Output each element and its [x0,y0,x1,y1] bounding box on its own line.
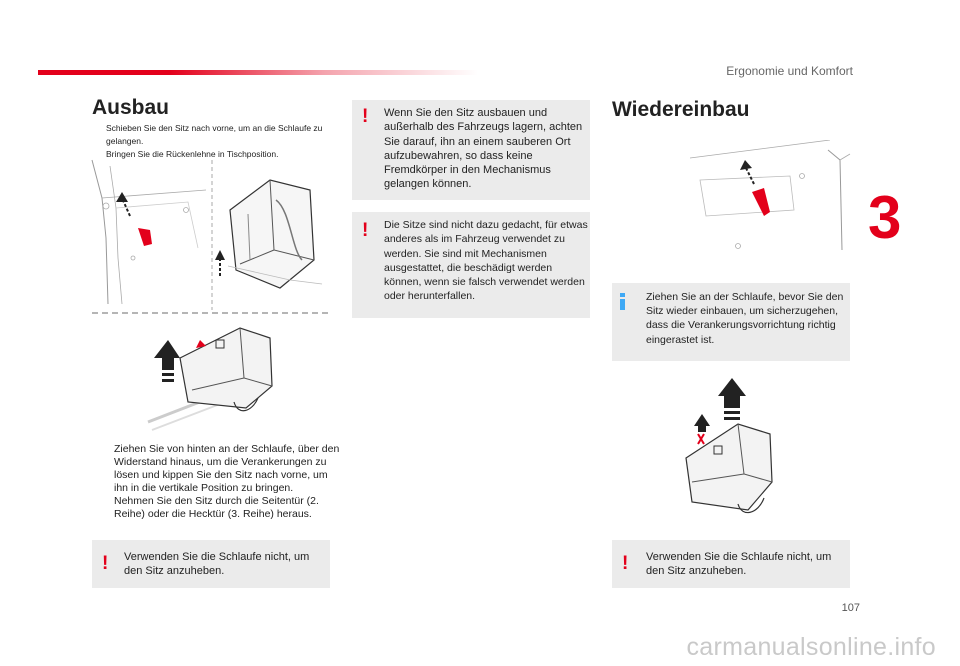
info-text: Ziehen Sie an der Schlaufe, bevor Sie den Sitz wieder einbauen, um sicherzugehen, dass die Verankerungsvorrichtung richtig eingerastet ist. [646,291,844,346]
warning-icon: ! [622,553,629,574]
bullet-marker [92,495,114,521]
warning-icon: ! [362,220,369,241]
warning-text: Verwenden Sie die Schlaufe nicht, um den Sitz anzuheben. [124,551,310,577]
list-item: Nehmen Sie den Sitz durch die Seitentür (2. Reihe) oder die Hecktür (3. Reihe) heraus. [92,495,342,521]
wiedereinbau-title: Wiedereinbau [612,98,750,121]
strap-check-illustration [690,140,852,255]
figure-divider [92,312,328,314]
page-number: 107 [841,602,860,614]
bullet-marker [92,122,106,148]
list-item: Ziehen Sie von hinten an der Schlaufe, über den Widerstand hinaus, um die Verankerungen zu lösen und kippen Sie den Sitz nach vorne, um ihn in die vertikale Position zu bringen. [92,443,342,495]
strap-tab [752,188,770,216]
info-icon [620,293,625,310]
watermark: carmanualsonline.info [686,633,936,661]
header-accent-bar [38,70,478,75]
list-item: Schieben Sie den Sitz nach vorne, um an die Schlaufe zu gelangen. [92,122,342,148]
arrow-up-icon [694,414,710,432]
warning-text: Die Sitze sind nicht dazu gedacht, für etwas anderes als im Fahrzeug verwendet zu werden. Sie sind mit Mechanismen ausgestattet, die beschädigt werden können, wenn sie falsch verwendet werden oder herunterfallen. [384,219,588,303]
ausbau-title: Ausbau [92,96,170,119]
chapter-number: 3 [868,184,902,251]
seat-tilted-illustration [210,160,334,310]
arrow-up-icon [215,250,225,260]
arrow-up-icon [718,378,746,408]
wiedereinbau-warning [612,540,850,588]
warning-text: Wenn Sie den Sitz ausbauen und außerhalb des Fahrzeugs lagern, achten Sie darauf, ihn an einem sauberen Ort aufzubewahren, so dass keine Fremdkörper in den Mechanismus gelangen können. [384,107,583,191]
warning-text: Verwenden Sie die Schlaufe nicht, um den Sitz anzuheben. [646,551,832,577]
warning-icon: ! [362,106,369,127]
strap-tab [138,228,152,246]
list-item: Bringen Sie die Rückenlehne in Tischposition. [92,148,342,161]
chapter-heading: Ergonomie und Komfort [726,64,853,78]
wiedereinbau-info [612,283,850,361]
arrow-up-icon [154,340,180,370]
ausbau-warning [92,540,330,588]
arrow-up-icon [740,160,752,170]
strap-pull-illustration [88,158,208,306]
ausbau-bullet-list [92,122,342,161]
ausbau-steps [92,443,342,521]
storage-warning [352,100,590,200]
warning-icon: ! [102,553,109,574]
seat-reinstall-illustration [668,378,788,528]
seat-removal-illustration [140,318,290,436]
usage-warning [352,212,590,318]
bullet-marker [92,443,114,495]
